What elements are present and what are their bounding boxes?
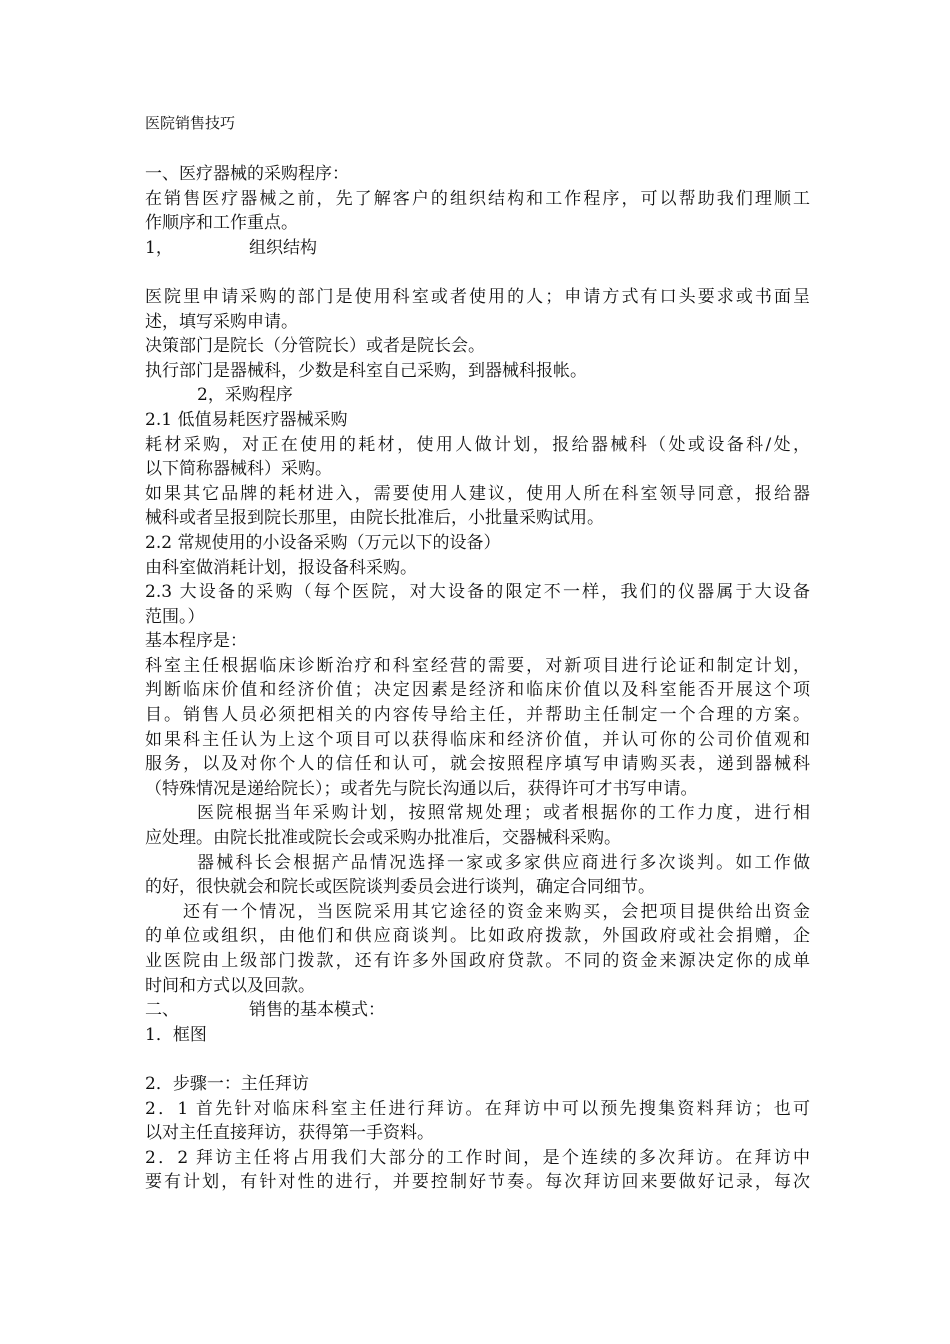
subsection-heading: 2.3 大设备的采购（每个医院，对大设备的限定不一样，我们的仪器属于大设备	[145, 582, 810, 603]
section-heading: 一、医疗器械的采购程序：	[145, 164, 349, 184]
paragraph-line: 器械科长会根据产品情况选择一家或多家供应商进行多次谈判。如工作做	[197, 852, 810, 873]
paragraph-line: 要有计划，有针对性的进行，并要控制好节奏。每次拜访回来要做好记录，每次	[145, 1172, 810, 1193]
subsection-heading: 2．步骤一：主任拜访	[145, 1073, 309, 1094]
paragraph-line: 基本程序是：	[145, 631, 247, 652]
paragraph-line: 科室主任根据临床诊断治疗和科室经营的需要，对新项目进行论证和制定计划，	[145, 655, 810, 676]
paragraph-line: 述，填写采购申请。	[145, 311, 298, 332]
paragraph-line: 还有一个情况，当医院采用其它途径的资金来购买，会把项目提供给出资金	[183, 901, 810, 922]
paragraph-line: 执行部门是器械科，少数是科室自己采购，到器械科报帐。	[145, 360, 587, 381]
document-page	[145, 112, 810, 1195]
section-heading	[145, 998, 810, 1023]
paragraph-line: 应处理。由院长批准或院长会或采购办批准后，交器械科采购。	[145, 828, 621, 849]
paragraph-line: 时间和方式以及回款。	[145, 975, 315, 996]
paragraph-line: 耗材采购，对正在使用的耗材，使用人做计划，报给器械科（处或设备科/处，	[145, 434, 810, 455]
paragraph-line: 目。销售人员必须把相关的内容传导给主任，并帮助主任制定一个合理的方案。	[145, 705, 810, 726]
paragraph-line: 械科或者呈报到院长那里，由院长批准后，小批量采购试用。	[145, 508, 604, 529]
paragraph-line: 范围。）	[145, 606, 205, 627]
spacer	[145, 1047, 810, 1072]
subsection-title: 组织结构	[249, 237, 317, 258]
paragraph-line: 的单位或组织，由他们和供应商谈判。比如政府拨款，外国政府或社会捐赠，企	[145, 926, 810, 947]
section-title: 销售的基本模式：	[249, 1000, 385, 1021]
paragraph-line: 2．2 拜访主任将占用我们大部分的工作时间，是个连续的多次拜访。在拜访中	[145, 1147, 810, 1168]
paragraph-line: 医院根据当年采购计划，按照常规处理；或者根据你的工作力度，进行相	[197, 803, 810, 824]
subsection-number: 1，	[145, 237, 173, 258]
section-number: 二、	[145, 1000, 179, 1021]
paragraph-line: 决策部门是院长（分管院长）或者是院长会。	[145, 336, 485, 357]
paragraph-line: 的好，很快就会和院长或医院谈判委员会进行谈判，确定合同细节。	[145, 877, 655, 898]
paragraph-line: 作顺序和工作重点。	[145, 213, 298, 234]
paragraph-line: 由科室做消耗计划，报设备科采购。	[145, 557, 417, 578]
subsection-heading	[145, 236, 810, 261]
subsection-heading: 2.2 常规使用的小设备采购（万元以下的设备）	[145, 532, 501, 553]
spacer	[145, 134, 810, 162]
paragraph-line: 如果其它品牌的耗材进入，需要使用人建议，使用人所在科室领导同意，报给器	[145, 483, 810, 504]
paragraph-line: 以下简称器械科）采购。	[145, 459, 332, 480]
paragraph-line: （特殊情况是递给院长）；或者先与院长沟通以后，获得许可才书写申请。	[145, 778, 698, 799]
paragraph-line: 如果科主任认为上这个项目可以获得临床和经济价值，并认可你的公司价值观和	[145, 729, 810, 750]
paragraph-line: 在销售医疗器械之前，先了解客户的组织结构和工作程序，可以帮助我们理顺工	[145, 188, 810, 209]
subsection-heading: 2.1 低值易耗医疗器械采购	[145, 409, 348, 430]
document-title: 医院销售技巧	[145, 114, 236, 132]
paragraph-line: 判断临床价值和经济价值；决定因素是经济和临床价值以及科室能否开展这个项	[145, 680, 810, 701]
paragraph-line: 2．1 首先针对临床科室主任进行拜访。在拜访中可以预先搜集资料拜访；也可	[145, 1098, 810, 1119]
paragraph-line: 业医院由上级部门拨款，还有许多外国政府贷款。不同的资金来源决定你的成单	[145, 951, 810, 971]
subsection-heading: 1．框图	[145, 1024, 207, 1045]
spacer	[145, 260, 810, 285]
paragraph-line: 医院里申请采购的部门是使用科室或者使用的人；申请方式有口头要求或书面呈	[145, 286, 810, 307]
paragraph-line: 以对主任直接拜访，获得第一手资料。	[145, 1123, 434, 1144]
paragraph-line: 服务，以及对你个人的信任和认可，就会按照程序填写申请购买表，递到器械科	[145, 754, 810, 775]
subsection-heading: 2，采购程序	[197, 385, 293, 406]
